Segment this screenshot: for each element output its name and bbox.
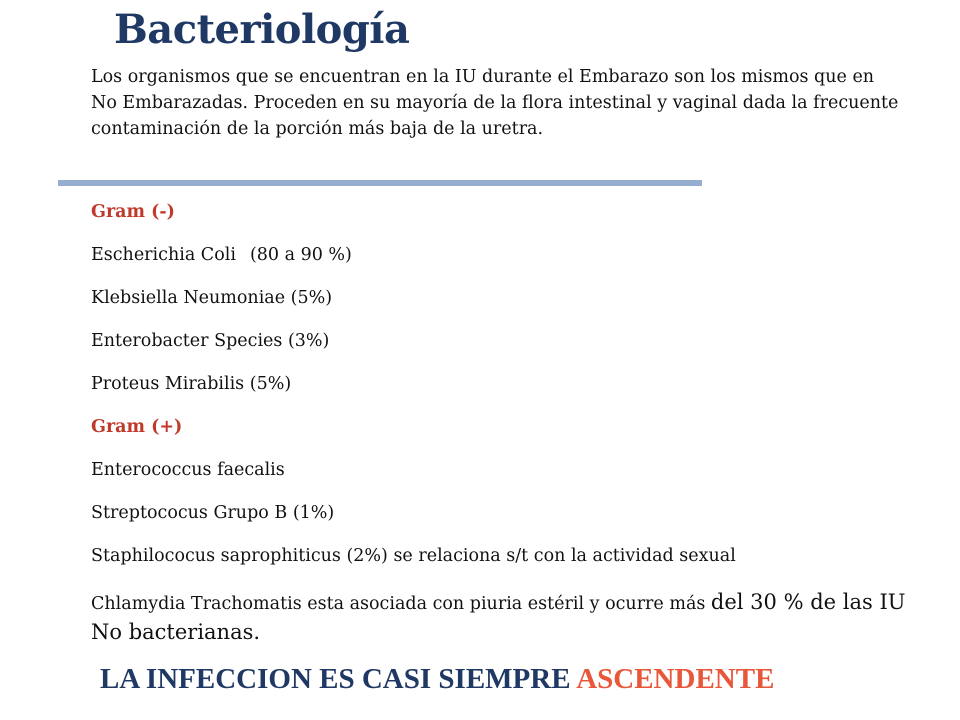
organism-name: Escherichia Coli (91, 245, 236, 265)
bacteria-list (91, 198, 931, 585)
organism-pct: (2%) se relaciona s/t con la actividad sexual (346, 546, 736, 566)
organism-name: Proteus Mirabilis (91, 374, 245, 394)
divider-bar (58, 180, 702, 186)
list-item (91, 542, 931, 585)
gram-positive-heading: Gram (+) (91, 417, 183, 437)
list-item (91, 327, 931, 370)
organism-name: Staphilococus saprophiticus (91, 546, 341, 566)
organism-pct: (3%) (287, 331, 330, 351)
chlamydia-note (91, 588, 941, 648)
banner-main: LA INFECCION ES CASI SIEMPRE (100, 663, 577, 695)
organism-pct: (1%) (292, 503, 335, 523)
organism-name: Streptococus Grupo B (91, 503, 288, 523)
chlamydia-text: Chlamydia Trachomatis esta asociada con piuria estéril y ocurre más (91, 594, 711, 614)
list-item (91, 499, 931, 542)
list-item (91, 241, 931, 284)
conclusion-banner (100, 663, 774, 696)
organism-name: Klebsiella Neumoniae (91, 288, 286, 308)
organism-name: Enterobacter Species (91, 331, 283, 351)
organism-pct: (80 a 90 %) (249, 245, 352, 265)
banner-accent: ASCENDENTE (576, 663, 775, 695)
gram-negative-heading: Gram (-) (91, 202, 175, 222)
list-item (91, 456, 931, 499)
list-item (91, 370, 931, 413)
slide-title: Bacteriología (114, 6, 410, 53)
organism-pct: (5%) (290, 288, 333, 308)
chlamydia-emphasis: del 30 % de las IU No bacterianas. (91, 590, 906, 644)
organism-name: Enterococcus faecalis (91, 460, 285, 480)
organism-pct: (5%) (249, 374, 292, 394)
intro-paragraph: Los organismos que se encuentran en la IU durante el Embarazo son los mismos que en No Embarazadas. Proceden en su mayoría de la flora intestinal y vaginal dada la frecuente contaminación de la porción más baja de la uretra. (91, 67, 899, 139)
list-item (91, 284, 931, 327)
